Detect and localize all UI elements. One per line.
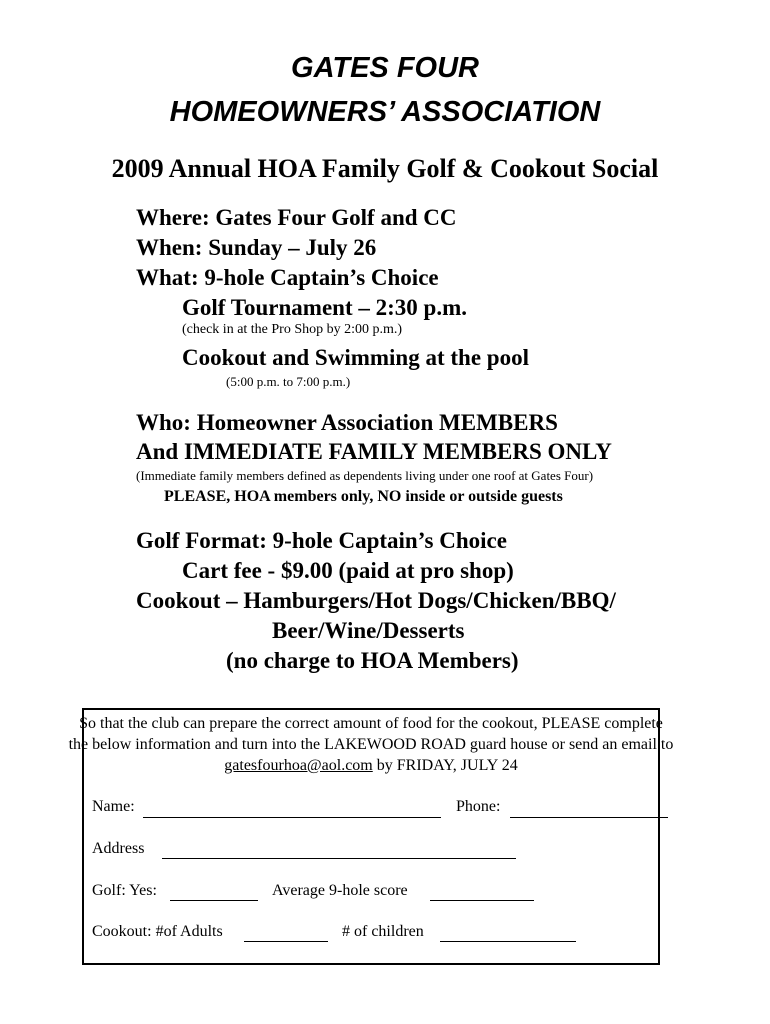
score-label: Average 9-hole score (272, 882, 408, 899)
score-field[interactable] (430, 900, 534, 901)
phone-label: Phone: (456, 798, 501, 815)
golf-yes-label: Golf: Yes: (92, 882, 157, 899)
menu-line-2: Beer/Wine/Desserts (272, 618, 465, 643)
title-line-1: GATES FOUR (291, 52, 479, 84)
golf-format-line: Golf Format: 9-hole Captain’s Choice (136, 528, 507, 553)
where-line: Where: Gates Four Golf and CC (136, 205, 457, 230)
adults-label: Cookout: #of Adults (92, 923, 223, 940)
charge-note: (no charge to HOA Members) (226, 648, 519, 673)
phone-field[interactable] (510, 817, 668, 818)
event-subtitle: 2009 Annual HOA Family Golf & Cookout Social (111, 154, 659, 183)
form-intro (68, 713, 674, 776)
cookout-line: Cookout and Swimming at the pool (182, 345, 529, 370)
guest-notice: PLEASE, HOA members only, NO inside or outside guests (164, 488, 563, 505)
contact-email-link[interactable]: gatesfourhoa@aol.com (224, 757, 373, 774)
when-line: When: Sunday – July 26 (136, 235, 377, 260)
children-label: # of children (342, 923, 424, 940)
adults-field[interactable] (244, 941, 328, 942)
address-field[interactable] (162, 858, 516, 859)
form-intro-text: So that the club can prepare the correct amount of food for the cookout, PLEASE complete the below information and turn into the LAKEWOOD ROAD guard house or send an email to (68, 715, 674, 753)
name-field[interactable] (143, 817, 441, 818)
rsvp-form-box (68, 708, 674, 965)
golf-yes-field[interactable] (170, 900, 258, 901)
name-label: Name: (92, 798, 135, 815)
address-label: Address (92, 840, 145, 857)
who-line-2: And IMMEDIATE FAMILY MEMBERS ONLY (136, 439, 612, 464)
family-definition: (Immediate family members defined as dependents living under one roof at Gates Four) (136, 468, 594, 483)
checkin-note: (check in at the Pro Shop by 2:00 p.m.) (182, 322, 403, 337)
cookout-time-note: (5:00 p.m. to 7:00 p.m.) (226, 374, 351, 389)
what-line: What: 9-hole Captain’s Choice (136, 265, 439, 290)
form-intro-deadline: by FRIDAY, JULY 24 (372, 757, 518, 774)
tournament-line: Golf Tournament – 2:30 p.m. (182, 295, 467, 320)
cart-fee-line: Cart fee - $9.00 (paid at pro shop) (182, 558, 514, 583)
who-line-1: Who: Homeowner Association MEMBERS (136, 410, 558, 435)
children-field[interactable] (440, 941, 576, 942)
menu-line-1: Cookout – Hamburgers/Hot Dogs/Chicken/BBQ/ (136, 588, 616, 613)
title-line-2: HOMEOWNERS’ ASSOCIATION (169, 96, 601, 128)
